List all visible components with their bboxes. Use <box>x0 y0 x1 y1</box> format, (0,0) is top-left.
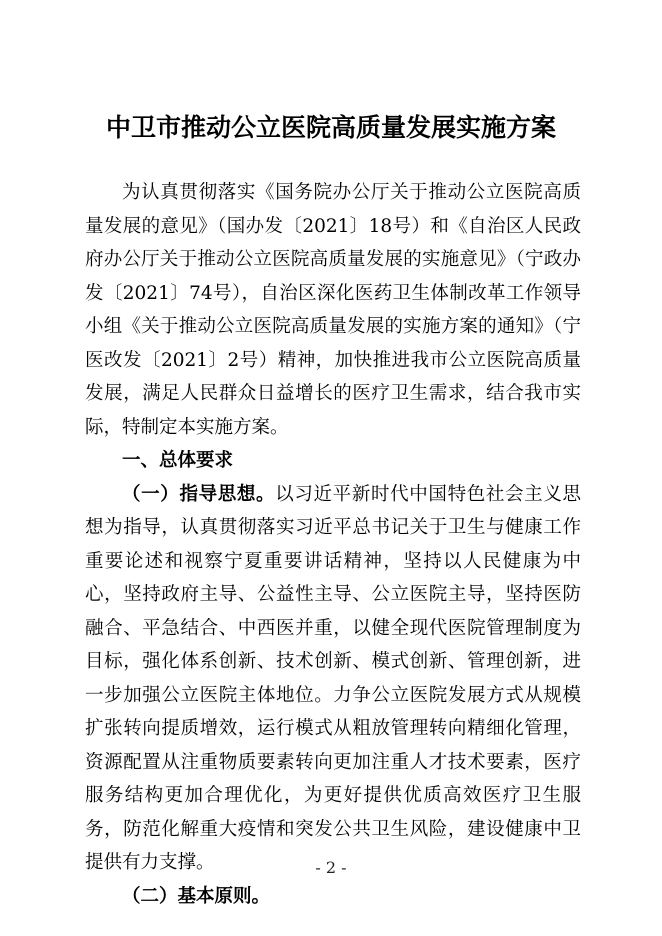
section-heading-general-requirements: 一、总体要求 <box>122 450 234 471</box>
page-number: - 2 - <box>315 858 347 877</box>
intro-paragraph: 为认真贯彻落实《国务院办公厅关于推动公立医院高质量发展的意见》（国办发〔2021〕18号）和《自治区人民政府办公厅关于推动公立医院高质量发展的实施意见》（宁政办发〔2021〕74号），自治区深化医药卫生体制改革工作领导小组《关于推动公立医院高质量发展的实施方案的通知》（宁医改发〔2021〕2号）精神，加快推进我市公立医院高质量发展，满足人民群众日益增长的医疗卫生需求，结合我市实际，特制定本实施方案。 <box>85 182 581 438</box>
guiding-ideology-lead: （一）指导思想。 <box>122 483 276 505</box>
document-title: 中卫市推动公立医院高质量发展实施方案 <box>105 113 556 142</box>
basic-principles-paragraph <box>85 880 581 914</box>
document-body <box>85 176 581 913</box>
guiding-ideology-paragraph <box>85 478 581 880</box>
guiding-ideology-text: 以习近平新时代中国特色社会主义思想为指导，认真贯彻落实习近平总书记关于卫生与健康工作重要论述和视察宁夏重要讲话精神，坚持以人民健康为中心，坚持政府主导、公益性主导、公立医院主导，坚持医防融合、平急结合、中西医并重，以健全现代医院管理制度为目标，强化体系创新、技术创新、模式创新、管理创新，进一步加强公立医院主体地位。力争公立医院发展方式从规模扩张转向提质增效，运行模式从粗放管理转向精细化管理，资源配置从注重物质要素转向更加注重人才技术要素，医疗服务结构更加合理优化，为更好提供优质高效医疗卫生服务，防范化解重大疫情和突发公共卫生风险，建设健康中卫提供有力支撑。 <box>85 483 581 873</box>
basic-principles-lead: （二）基本原则。 <box>122 885 271 907</box>
